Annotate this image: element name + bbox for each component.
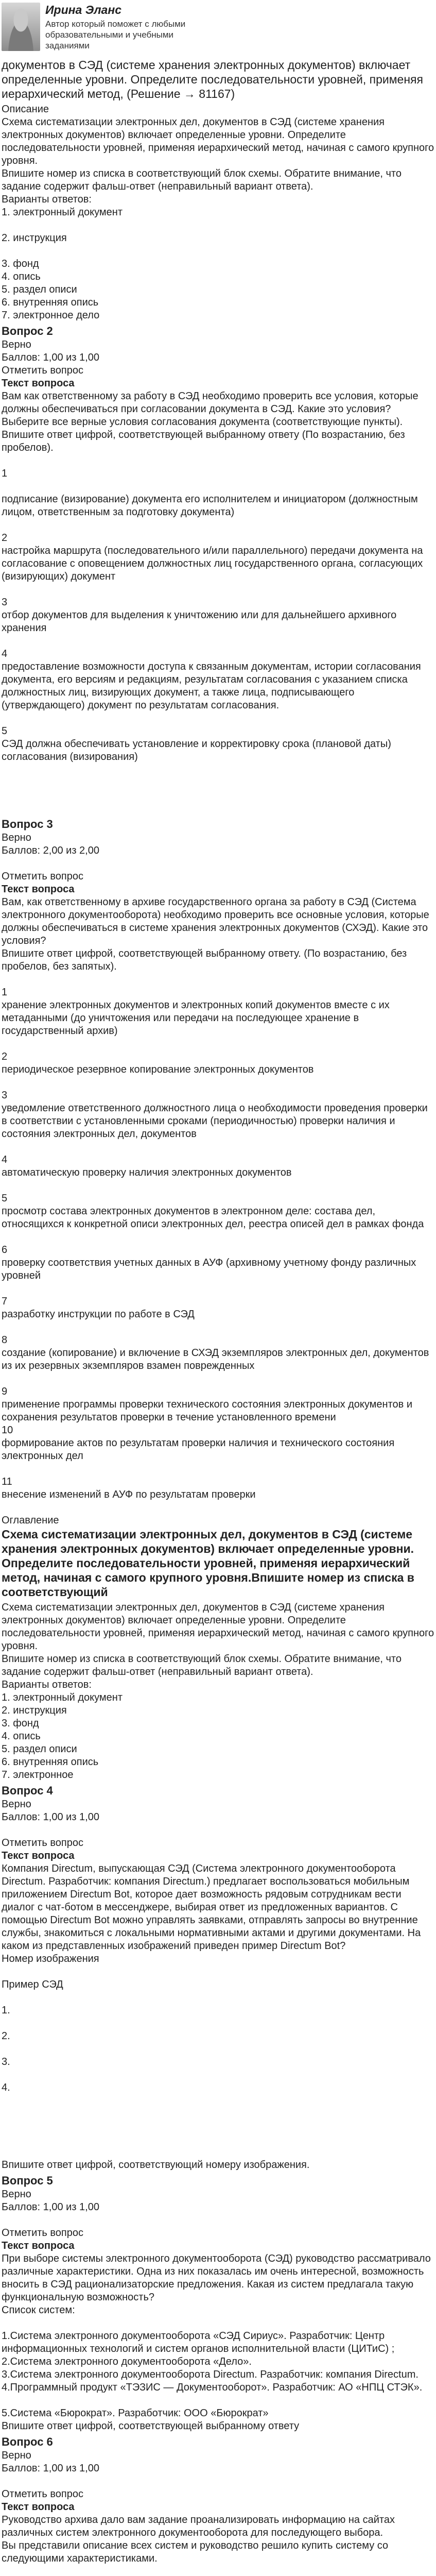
- q1-line: Схема систематизации электронных дел, документов в СЭД (системе хранения электронных документов) включает определенные уровни. Определите последовательности уровней, применяя иерархический метод, начиная с самого крупного уровня.: [2, 116, 434, 166]
- q2-option-text: предоставление возможности доступа к связанным документам, истории согласования документа, его версиям и редакциям, результатам согласования с указанием списка должностных лиц, визирующих документ, а также лица, подписывающего (утверждающего) документ по результатам согласования.: [2, 661, 421, 711]
- q1-answer-option: 7. электронное дело: [2, 310, 100, 321]
- author-info: [45, 3, 215, 51]
- q3-option-text: внесение изменений в АУФ по результатам проверки: [2, 1489, 256, 1500]
- q1b-answer-option: 7. электронное: [2, 1769, 74, 1781]
- q1b-answer-option: 2. инструкция: [2, 1705, 67, 1716]
- q1-answer-option: 3. фонд: [2, 258, 39, 269]
- q2-option-number: 1: [2, 468, 8, 479]
- question-status: Верно: [2, 832, 31, 843]
- q3-option-number: 7: [2, 1296, 8, 1307]
- flag-question-link[interactable]: Отметить вопрос: [2, 871, 83, 882]
- q3-option-text: просмотр состава электронных документов в электронном деле: состава дел, относящихся к конкретной описи электронных дел, реестра описей дел в рамках фонда: [2, 1206, 424, 1230]
- question-text-label: Текст вопроса: [2, 1850, 75, 1861]
- q5-line: При выборе системы электронного документооборота (СЭД) руководство рассматривало различные характеристики. Одна из них показалась им очень интересной, возможность вносить в СЭД рационализаторские предложения. Какая из систем предлагала такую функциональную возможность?: [2, 2253, 431, 2303]
- question-status: Верно: [2, 2450, 31, 2461]
- q2-option-text: отбор документов для выделения к уничтожению или для дальнейшего архивного хранения: [2, 609, 397, 634]
- question-5-header: Вопрос 5: [2, 2174, 53, 2187]
- question-score: Баллов: 1,00 из 1,00: [2, 2201, 99, 2213]
- q1-answer-option: 5. раздел описи: [2, 284, 77, 295]
- q5-option: 1.Система электронного документооборота «СЭД Сириус». Разработчик: Центр информационных технологий и систем органов исполнительной власти (ЦИТиС) ;: [2, 2330, 395, 2354]
- q6-line: Руководство архива дало вам задание проанализировать информацию на сайтах различных систем электронного документооборота для последующего выбора.: [2, 2514, 395, 2538]
- q3-option-number: 2: [2, 1051, 8, 1062]
- q3-option-number: 6: [2, 1244, 8, 1256]
- q1b-answer-option: 4. опись: [2, 1731, 41, 1742]
- question-score: Баллов: 2,00 из 2,00: [2, 845, 99, 856]
- q4-line: Компания Directum, выпускающая СЭД (Система электронного документооборота Directum. Разработчик: компания Directum.) предлагает воспользоваться мобильным приложением Directum Bot, которое дает возможность рядовым сотрудникам вести диалог с чат-ботом в мессенджере, выбирая ответ из предложенных вариантов. С помощью Directum Bot можно управлять заявками, отправлять запросы во внутренние службы, знакомиться с локальными нормативными актами и другими документами. На каком из представленных изображений приведен пример Directum Bot?: [2, 1863, 421, 1952]
- q3-option-number: 8: [2, 1334, 8, 1346]
- question-1-title: документов в СЭД (системе хранения электронных документов) включает определенные уровни. Определите последовательности уровней, применяя иерархический метод, (Решение → 81167): [2, 58, 423, 100]
- flag-question-link[interactable]: Отметить вопрос: [2, 2227, 83, 2239]
- question-text-label: Текст вопроса: [2, 884, 75, 895]
- q1-answer-option: 4. опись: [2, 271, 41, 282]
- question-status: Верно: [2, 339, 31, 350]
- q2-option-text: подписание (визирование) документа его исполнителем и инициатором (должностным лицом, ответственным за подготовку документа): [2, 494, 418, 518]
- q1b-answer-option: 1. электронный документ: [2, 1692, 123, 1703]
- question-4-header: Вопрос 4: [2, 1784, 53, 1797]
- q2-option-number: 4: [2, 648, 8, 659]
- q2-option-number: 5: [2, 725, 8, 737]
- flag-question-link[interactable]: Отметить вопрос: [2, 1837, 83, 1849]
- q3-option-text: применение программы проверки технического состояния электронных документов и сохранения результатов проверки в течение установленного времени: [2, 1399, 412, 1423]
- question-3-header: Вопрос 3: [2, 818, 53, 831]
- q3-option-number: 10: [2, 1425, 13, 1436]
- q5-instruction: Впишите ответ цифрой, соответствующей выбранному ответу: [2, 2420, 300, 2432]
- q2-line: Вам как ответственному за работу в СЭД необходимо проверить все условия, которые должны обеспечиваться при согласовании документа в СЭД. Какие это условия? Выберите все верные условия согласования документа (соответствующие пункты). Впишите ответ цифрой, соответствующей выбранному ответу (По возрастанию, без пробелов).: [2, 391, 418, 453]
- q5-option: 3.Система электронного документооборота Directum. Разработчик: компания Directum.: [2, 2369, 418, 2380]
- q4-image-option: 3.: [2, 2056, 10, 2067]
- q4-instruction: Впишите ответ цифрой, соответствующий номеру изображения.: [2, 2159, 310, 2171]
- q3-option-text: проверку соответствия учетных данных в АУФ (архивному учетному фонду различных уровней: [2, 1257, 416, 1281]
- q3-option-number: 5: [2, 1193, 8, 1204]
- q4-image-number-label: Номер изображения: [2, 1953, 99, 1964]
- q3-option-number: 3: [2, 1090, 8, 1101]
- q2-option-number: 3: [2, 597, 8, 608]
- q3-option-text: формирование актов по результатам проверки наличия и технического состояния электронных дел: [2, 1437, 395, 1462]
- q1b-answer-option: 6. внутренняя опись: [2, 1756, 99, 1768]
- q1b-answer-option: 5. раздел описи: [2, 1743, 77, 1755]
- q3-option-number: 11: [2, 1476, 12, 1487]
- q3-option-number: 1: [2, 987, 8, 998]
- question-text-label: Текст вопроса: [2, 2501, 75, 2513]
- question-text-label: Текст вопроса: [2, 378, 75, 389]
- question-1-repeat-title: Схема систематизации электронных дел, документов в СЭД (системе хранения электронных документов) включает определенные уровни. Определите последовательности уровней, применяя иерархический метод, начиная с самого крупного уровня.Впишите номер из списка в соответствующий: [2, 1528, 414, 1599]
- question-text-label: Текст вопроса: [2, 2240, 75, 2251]
- q3-option-text: разработку инструкции по работе в СЭД: [2, 1309, 195, 1320]
- q3-option-number: 4: [2, 1154, 8, 1165]
- q1-answer-option: 6. внутренняя опись: [2, 297, 99, 308]
- q3-option-text: уведомление ответственного должностного лица о необходимости проведения проверки в соответствии с установленными сроками (периодичностью) проверки наличия и состояния электронных дел, документов: [2, 1103, 428, 1140]
- q3-option-text: хранение электронных документов и электронных копий документов вместе с их метаданными (до уничтожения или передачи на последующее хранение в государственный архив): [2, 999, 390, 1037]
- table-of-contents-link[interactable]: Оглавление: [2, 1515, 59, 1526]
- q4-example-label: Пример СЭД: [2, 1979, 63, 1990]
- q2-option-number: 2: [2, 532, 8, 544]
- author-avatar[interactable]: [2, 3, 40, 51]
- q2-option-text: СЭД должна обеспечивать установление и корректировку срока (плановой даты) согласования (визирования): [2, 738, 391, 762]
- q3-option-text: автоматическую проверку наличия электронных документов: [2, 1167, 292, 1178]
- q1-answer-option: 1. электронный документ: [2, 207, 123, 218]
- q3-line: Вам, как ответственному в архиве государственного органа за работу в СЭД (Система электронного документооборота) необходимо проверить все основные условия, которые должны обеспечиваться в системе хранения электронных документов (СХЭД). Какие это условия?: [2, 896, 429, 946]
- question-status: Верно: [2, 2189, 31, 2200]
- q1-line: Впишите номер из списка в соответствующий блок схемы. Обратите внимание, что задание содержит фальш-ответ (неправильный вариант ответа).: [2, 168, 402, 192]
- q6-line: Вы представили описание всех систем и руководство решило купить систему со следующими характеристиками.: [2, 2540, 389, 2564]
- q4-image-option: 4.: [2, 2082, 10, 2093]
- q1-line: Описание: [2, 104, 49, 115]
- author-description: Автор который поможет с любыми образовательными и учебными заданиями: [45, 19, 186, 50]
- q5-option: 2.Система электронного документооборота «Дело».: [2, 2356, 252, 2367]
- question-status: Верно: [2, 1799, 31, 1810]
- q1b-line: Схема систематизации электронных дел, документов в СЭД (системе хранения электронных документов) включает определенные уровни. Определите последовательности уровней, применяя иерархический метод, начиная с самого крупного уровня.: [2, 1602, 434, 1652]
- flag-question-link[interactable]: Отметить вопрос: [2, 365, 83, 376]
- q3-line: Впишите ответ цифрой, соответствующей выбранному ответу. (По возрастанию, без пробелов, без запятых).: [2, 948, 407, 972]
- q5-option: 5.Система «Бюрократ». Разработчик: ООО «Бюрократ»: [2, 2408, 269, 2419]
- q1b-answer-option: 3. фонд: [2, 1718, 39, 1729]
- question-score: Баллов: 1,00 из 1,00: [2, 1811, 99, 1823]
- q3-option-number: 9: [2, 1386, 8, 1397]
- q5-option: 4.Программный продукт «ТЭЗИС — Документооборот». Разработчик: АО «НПЦ СТЭК».: [2, 2382, 423, 2393]
- q1b-line: Впишите номер из списка в соответствующий блок схемы. Обратите внимание, что задание содержит фальш-ответ (неправильный вариант ответа).: [2, 1653, 402, 1677]
- q1-answer-option: 2. инструкция: [2, 232, 67, 244]
- q4-image-option: 2.: [2, 2030, 10, 2042]
- q3-option-text: создание (копирование) и включение в СХЭД экземпляров электронных дел, документов из их резервных экземпляров взамен поврежденных: [2, 1347, 429, 1371]
- q1-line: Варианты ответов:: [2, 194, 92, 205]
- q3-option-text: периодическое резервное копирование электронных документов: [2, 1064, 314, 1075]
- question-6-header: Вопрос 6: [2, 2435, 53, 2448]
- question-score: Баллов: 1,00 из 1,00: [2, 2463, 99, 2474]
- question-2-header: Вопрос 2: [2, 325, 53, 337]
- question-score: Баллов: 1,00 из 1,00: [2, 352, 99, 363]
- flag-question-link[interactable]: Отметить вопрос: [2, 2488, 83, 2500]
- q1b-line: Варианты ответов:: [2, 1679, 92, 1690]
- q2-option-text: настройка маршрута (последовательного и/или параллельного) передачи документа на согласование с оповещением должностных лиц государственного органа, согласующих (визирующих) документ: [2, 545, 423, 582]
- q5-line: Список систем:: [2, 2304, 75, 2316]
- q4-image-option: 1.: [2, 2005, 10, 2016]
- author-name[interactable]: Ирина Эланс: [45, 3, 122, 16]
- author-block: [2, 0, 434, 58]
